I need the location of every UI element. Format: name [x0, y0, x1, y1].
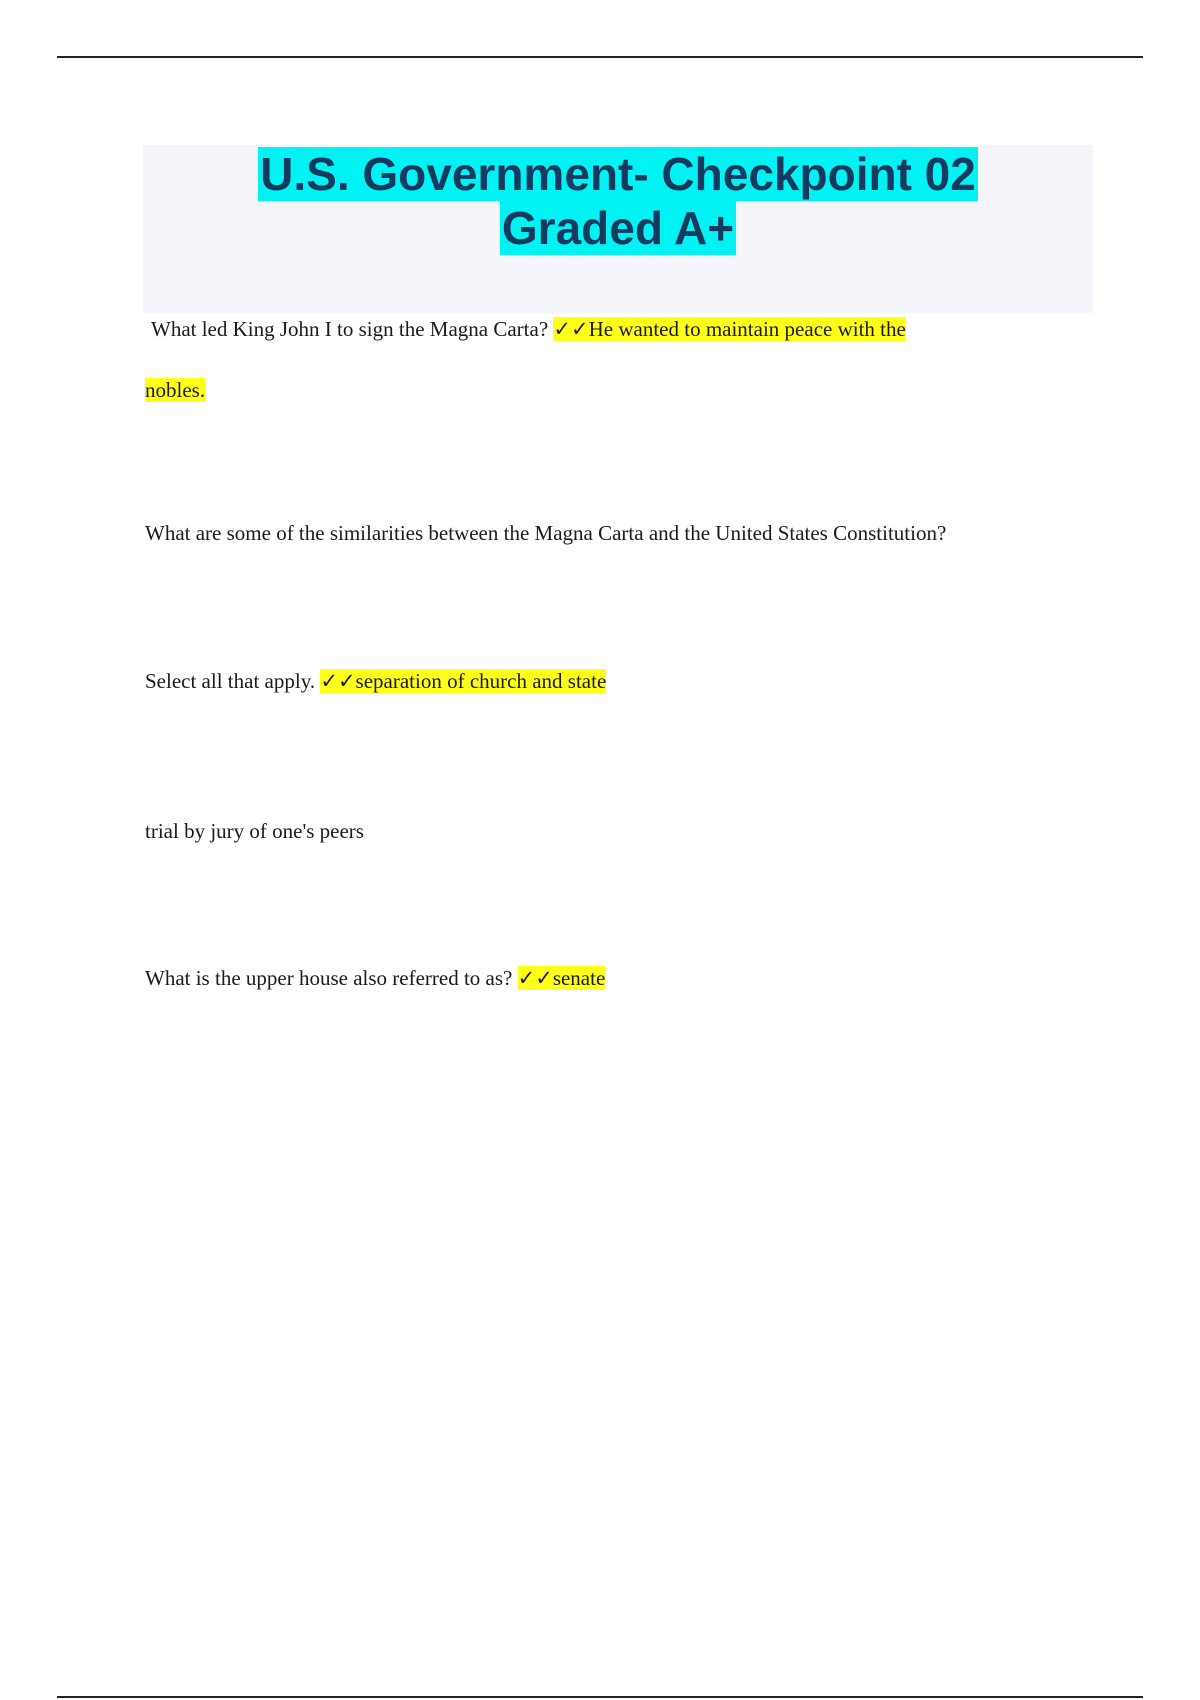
double-check-icon: ✓✓ [553, 317, 589, 341]
answer-text: senate [552, 966, 606, 990]
answer-text: nobles. [145, 378, 206, 402]
answer-text: He wanted to maintain peace with the [588, 317, 906, 341]
question-text: What led King John I to sign the Magna Carta? [151, 317, 549, 341]
answer-highlight [320, 669, 606, 693]
question-text: Select all that apply. [145, 669, 316, 693]
answer-highlight [553, 317, 905, 341]
question-text: trial by jury of one's peers [145, 819, 364, 843]
double-check-icon: ✓✓ [320, 669, 356, 693]
question-text: What are some of the similarities between the Magna Carta and the United States Constitution? [145, 521, 947, 545]
question-1 [151, 314, 906, 344]
question-4 [145, 816, 364, 846]
top-rule [57, 56, 1143, 58]
question-5 [145, 963, 605, 993]
question-text: What is the upper house also referred to as? [145, 966, 513, 990]
answer-text: separation of church and state [355, 669, 607, 693]
answer-highlight [518, 966, 606, 990]
question-3 [145, 666, 606, 696]
answer-1-continued [145, 375, 205, 405]
bottom-rule [57, 1696, 1143, 1698]
double-check-icon: ✓✓ [517, 966, 553, 990]
document-title-line-2: Graded A+ [501, 202, 735, 254]
title-block [143, 145, 1093, 313]
document-title-line-1: U.S. Government- Checkpoint 02 [260, 148, 976, 200]
question-2 [145, 518, 946, 548]
